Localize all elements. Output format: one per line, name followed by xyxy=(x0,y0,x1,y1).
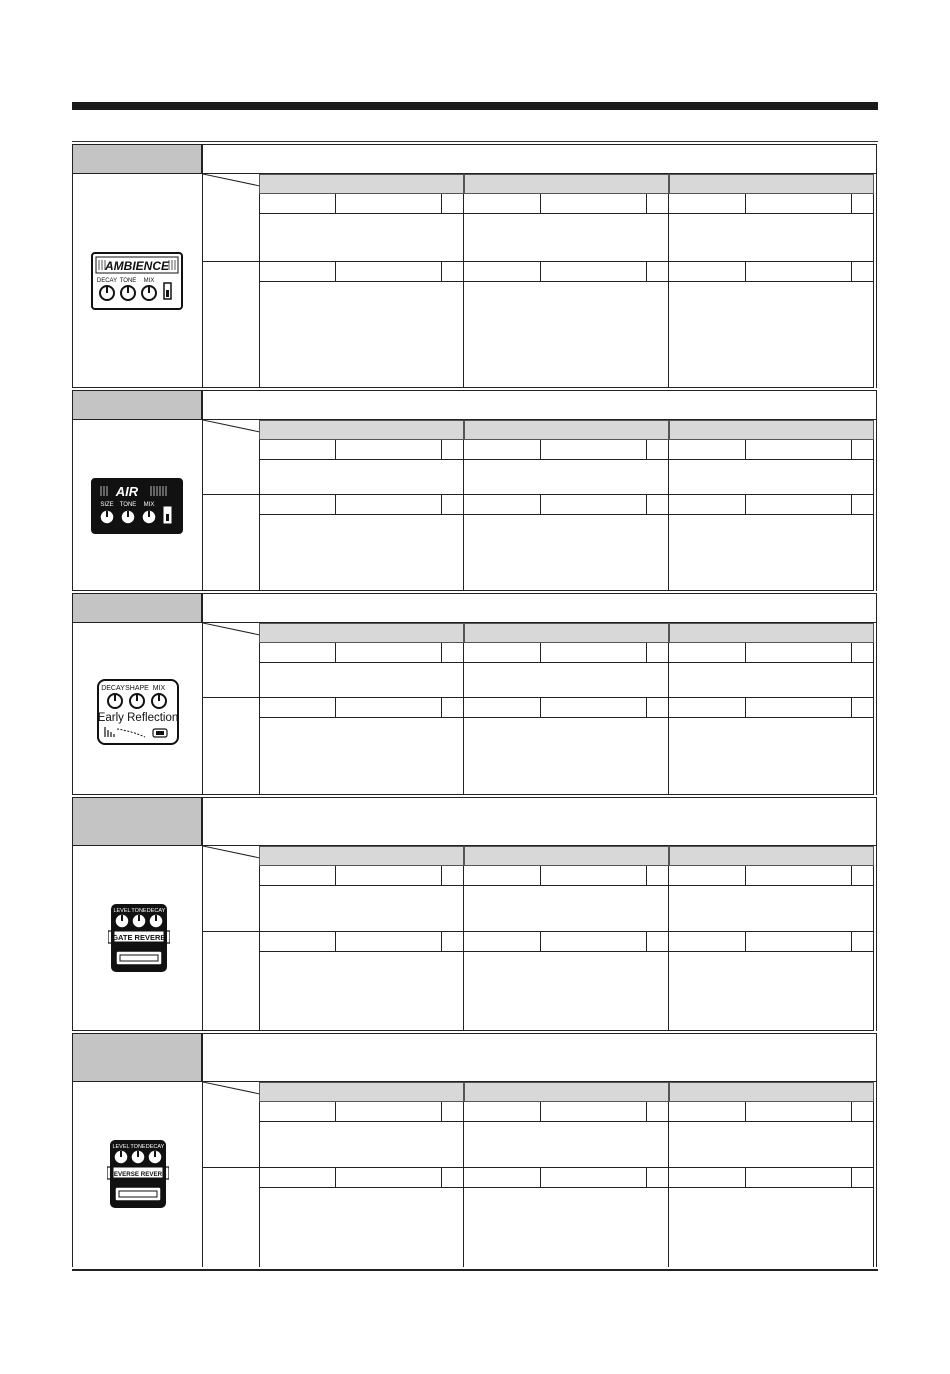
knob-label: DECAY xyxy=(146,908,166,914)
effect-section xyxy=(72,388,878,591)
param-block xyxy=(669,698,874,795)
param-block xyxy=(669,643,874,698)
param-block xyxy=(259,440,464,495)
row-label xyxy=(202,698,260,795)
parameter-grid xyxy=(202,846,877,1031)
early-reflection-pedal-image xyxy=(97,679,179,750)
param-header xyxy=(259,623,464,643)
param-header xyxy=(259,1082,464,1102)
row-label xyxy=(202,932,260,1031)
parameter-grid xyxy=(202,420,877,591)
row-label xyxy=(202,495,260,591)
row-label xyxy=(202,866,260,932)
knob-icon xyxy=(130,694,144,708)
knob-icon xyxy=(115,914,129,928)
parameter-grid xyxy=(202,174,877,388)
knob-label: DECAY xyxy=(101,685,125,692)
effect-section xyxy=(72,1031,878,1267)
effect-name-cell xyxy=(72,593,202,623)
knob-label: DECAY xyxy=(145,1144,165,1150)
param-header xyxy=(464,1082,669,1102)
effect-image-cell xyxy=(72,623,203,795)
knob-label: MIX xyxy=(143,278,155,284)
effect-description-cell xyxy=(202,144,877,174)
pedal-title: GATE REVERB xyxy=(112,933,166,942)
param-block xyxy=(259,932,464,1031)
param-block xyxy=(669,495,874,591)
air-pedal-image xyxy=(91,478,183,539)
effect-name-cell xyxy=(72,144,202,174)
knob-icon xyxy=(131,1150,145,1164)
row-label xyxy=(202,194,260,262)
pedal-title: Early Reflection xyxy=(97,712,179,724)
pedal-title: REVERSE REVERB xyxy=(109,1171,167,1178)
ambience-pedal-image xyxy=(91,252,183,315)
param-block xyxy=(259,495,464,591)
param-block xyxy=(669,194,874,262)
effects-table xyxy=(72,141,878,1271)
param-header xyxy=(464,623,669,643)
param-header xyxy=(669,1082,874,1102)
param-header xyxy=(464,846,669,866)
param-block xyxy=(464,1168,669,1267)
param-header xyxy=(259,420,464,440)
param-block xyxy=(259,643,464,698)
param-block xyxy=(669,932,874,1031)
param-block xyxy=(259,262,464,388)
param-block xyxy=(669,440,874,495)
knob-label: DECAY xyxy=(96,278,118,284)
grid-corner xyxy=(202,174,259,194)
effect-description-cell xyxy=(202,593,877,623)
param-block xyxy=(259,698,464,795)
knob-label: TONE xyxy=(130,1144,146,1150)
pedal-title: AIR xyxy=(115,484,139,499)
pedal-title: AMBIENCE xyxy=(104,259,170,273)
param-header xyxy=(669,623,874,643)
knob-label: SHAPE xyxy=(125,685,149,692)
row-label xyxy=(202,643,260,698)
knob-label: TONE xyxy=(119,278,137,284)
knob-label: SIZE xyxy=(100,502,114,508)
knob-icon xyxy=(100,510,114,524)
knob-label: TONE xyxy=(119,502,137,508)
knob-label: MIX xyxy=(152,685,166,692)
parameter-grid xyxy=(202,623,877,795)
param-block xyxy=(464,194,669,262)
knob-icon xyxy=(152,694,166,708)
effect-image-cell xyxy=(72,1082,203,1267)
header-rule xyxy=(72,102,878,110)
gate-reverb-pedal-image xyxy=(108,903,170,978)
param-block xyxy=(669,1102,874,1168)
param-block xyxy=(669,262,874,388)
effect-section xyxy=(72,142,878,388)
param-header xyxy=(464,174,669,194)
param-block xyxy=(464,643,669,698)
effect-description-cell xyxy=(202,797,877,846)
knob-icon xyxy=(114,1150,128,1164)
effect-description-cell xyxy=(202,1033,877,1082)
grid-corner xyxy=(202,623,259,643)
effect-image-cell xyxy=(72,846,203,1031)
effect-name-cell xyxy=(72,1033,202,1082)
row-label xyxy=(202,440,260,495)
param-block xyxy=(464,1102,669,1168)
param-block xyxy=(464,495,669,591)
effect-section xyxy=(72,795,878,1031)
knob-icon xyxy=(132,914,146,928)
knob-icon xyxy=(100,286,114,300)
grid-corner xyxy=(202,1082,259,1102)
knob-label: TONE xyxy=(131,908,147,914)
param-header xyxy=(669,174,874,194)
knob-icon xyxy=(149,914,163,928)
knob-label: MIX xyxy=(143,502,155,508)
knob-icon xyxy=(121,286,135,300)
knob-icon xyxy=(142,510,156,524)
effect-description-cell xyxy=(202,390,877,420)
effect-section xyxy=(72,591,878,795)
param-block xyxy=(259,194,464,262)
param-header xyxy=(259,846,464,866)
knob-icon xyxy=(121,510,135,524)
parameter-grid xyxy=(202,1082,877,1267)
effect-name-cell xyxy=(72,797,202,846)
param-block xyxy=(464,698,669,795)
reverse-reverb-pedal-image xyxy=(107,1139,169,1214)
row-label xyxy=(202,262,260,388)
param-block xyxy=(259,866,464,932)
param-header xyxy=(669,420,874,440)
param-block xyxy=(259,1168,464,1267)
knob-label: LEVEL xyxy=(113,908,131,914)
effect-image-cell xyxy=(72,174,203,388)
effect-image-cell xyxy=(72,420,203,591)
row-label xyxy=(202,1102,260,1168)
knob-icon xyxy=(148,1150,162,1164)
param-block xyxy=(259,1102,464,1168)
param-header xyxy=(669,846,874,866)
effect-name-cell xyxy=(72,390,202,420)
knob-label: LEVEL xyxy=(112,1144,130,1150)
param-block xyxy=(464,440,669,495)
param-block xyxy=(464,866,669,932)
param-header xyxy=(259,174,464,194)
grid-corner xyxy=(202,420,259,440)
param-block xyxy=(669,866,874,932)
grid-corner xyxy=(202,846,259,866)
param-block xyxy=(464,932,669,1031)
param-block xyxy=(669,1168,874,1267)
param-block xyxy=(464,262,669,388)
param-header xyxy=(464,420,669,440)
row-label xyxy=(202,1168,260,1267)
knob-icon xyxy=(108,694,122,708)
knob-icon xyxy=(142,286,156,300)
